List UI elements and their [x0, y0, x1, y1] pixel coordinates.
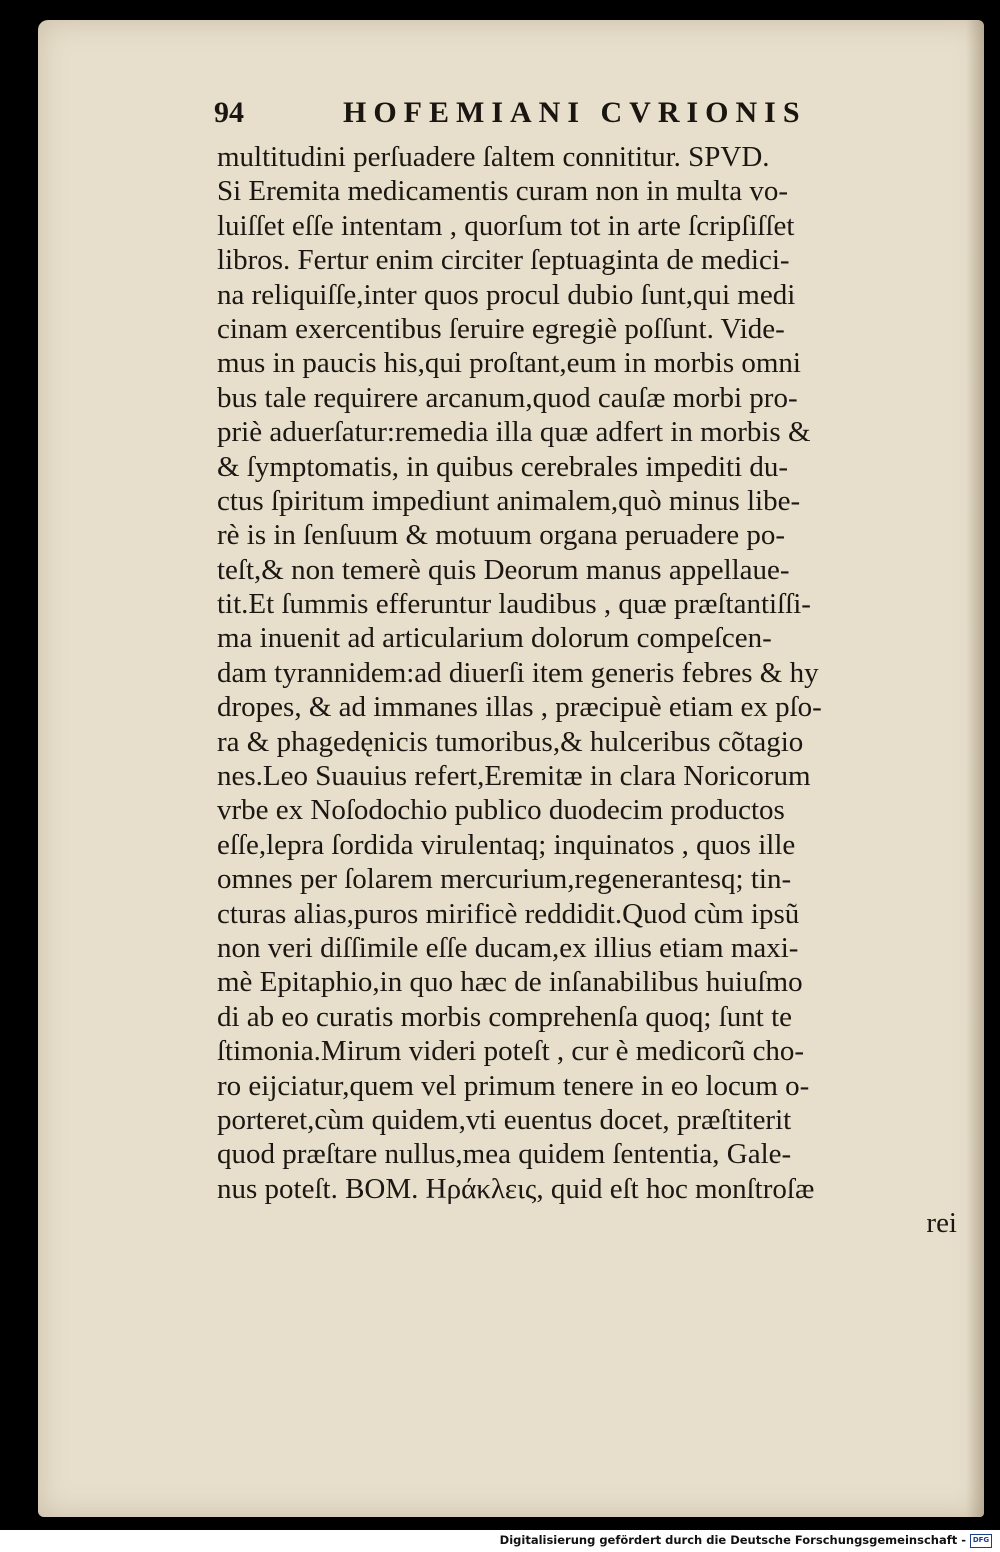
- text-line: cinam exercentibus ſeruire egregiè poſſunt. Vide-: [217, 312, 785, 345]
- text-line: ma inuenit ad articularium dolorum compeſcen-: [217, 622, 772, 655]
- text-line: nes.Leo Suauius refert,Eremitæ in clara Noricorum: [217, 760, 811, 793]
- page-number: 94: [214, 96, 244, 129]
- text-line: na reliquiſſe,inter quos procul dubio ſunt,qui medi: [217, 278, 796, 311]
- text-line: rè is in ſenſuum & motuum organa peruadere po-: [217, 519, 786, 552]
- text-line: omnes per ſolarem mercurium,regenerantesq; tin-: [217, 863, 792, 896]
- book-page: [38, 20, 984, 1517]
- text-line: priè aduerſatur:remedia illa quæ adfert in morbis &: [217, 416, 811, 449]
- text-line: di ab eo curatis morbis comprehenſa quoq; ſunt te: [217, 1000, 793, 1033]
- catchword: rei: [926, 1207, 957, 1240]
- text-line: mè Epitaphio,in quo hæc de inſanabilibus huiuſmo: [217, 966, 803, 999]
- text-line: libros. Fertur enim circiter ſeptuaginta de medici-: [217, 244, 790, 277]
- text-line: ro eijciatur,quem vel primum tenere in eo locum o-: [217, 1069, 810, 1102]
- text-line: mus in paucis his,qui proſtant,eum in morbis omni: [217, 347, 801, 380]
- text-line: vrbe ex Noſodochio publico duodecim productos: [217, 794, 785, 827]
- text-line: ra & phagedęnicis tumoribus,& hulceribus cõtagio: [217, 725, 804, 758]
- text-line: ſtimonia.Mirum videri poteſt , cur è medicorũ cho-: [217, 1035, 805, 1068]
- text-line: Si Eremita medicamentis curam non in multa vo-: [217, 175, 788, 208]
- text-line: dropes, & ad immanes illas , præcipuè etiam ex pſo-: [217, 691, 822, 724]
- text-line: porteret,cùm quidem,vti euentus docet, præſtiterit: [217, 1103, 792, 1136]
- text-line: luiſſet eſſe intentam , quorſum tot in arte ſcripſiſſet: [217, 209, 795, 242]
- text-line: teſt,& non temerè quis Deorum manus appellaue-: [217, 553, 790, 586]
- text-line: dam tyrannidem:ad diuerſi item generis febres & hy: [217, 656, 819, 689]
- text-line: cturas alias,puros mirificè reddidit.Quod cùm ipsũ: [217, 897, 800, 930]
- text-line: tit.Et ſummis efferuntur laudibus , quæ præſtantiſſi-: [217, 588, 811, 621]
- text-line: quod præſtare nullus,mea quidem ſententia, Gale-: [217, 1138, 792, 1171]
- footer-bar: [0, 1530, 1000, 1552]
- body-text: [217, 140, 957, 1241]
- text-line: eſſe,lepra ſordida virulentaq; inquinatos , quos ille: [217, 828, 796, 861]
- text-line: ctus ſpiritum impediunt animalem,quò minus libe-: [217, 484, 801, 517]
- text-line: non veri diſſimile eſſe ducam,ex illius etiam maxi-: [217, 931, 799, 964]
- text-line: bus tale requirere arcanum,quod cauſæ morbi pro-: [217, 381, 798, 414]
- running-head: HOFEMIANI CVRIONIS: [343, 96, 807, 129]
- page-header: [214, 92, 854, 142]
- dfg-logo: DFG: [970, 1534, 992, 1548]
- funding-notice: Digitalisierung gefördert durch die Deutsche Forschungsgemeinschaft -: [499, 1533, 966, 1547]
- text-line: multitudini perſuadere ſaltem connititur. SPVD.: [217, 141, 770, 173]
- text-line: nus poteſt. BOM. Ηράκλεις, quid eſt hoc monſtroſæ: [217, 1172, 815, 1205]
- page-edge-shadow: [966, 20, 984, 1517]
- text-line: & ſymptomatis, in quibus cerebrales impediti du-: [217, 450, 789, 483]
